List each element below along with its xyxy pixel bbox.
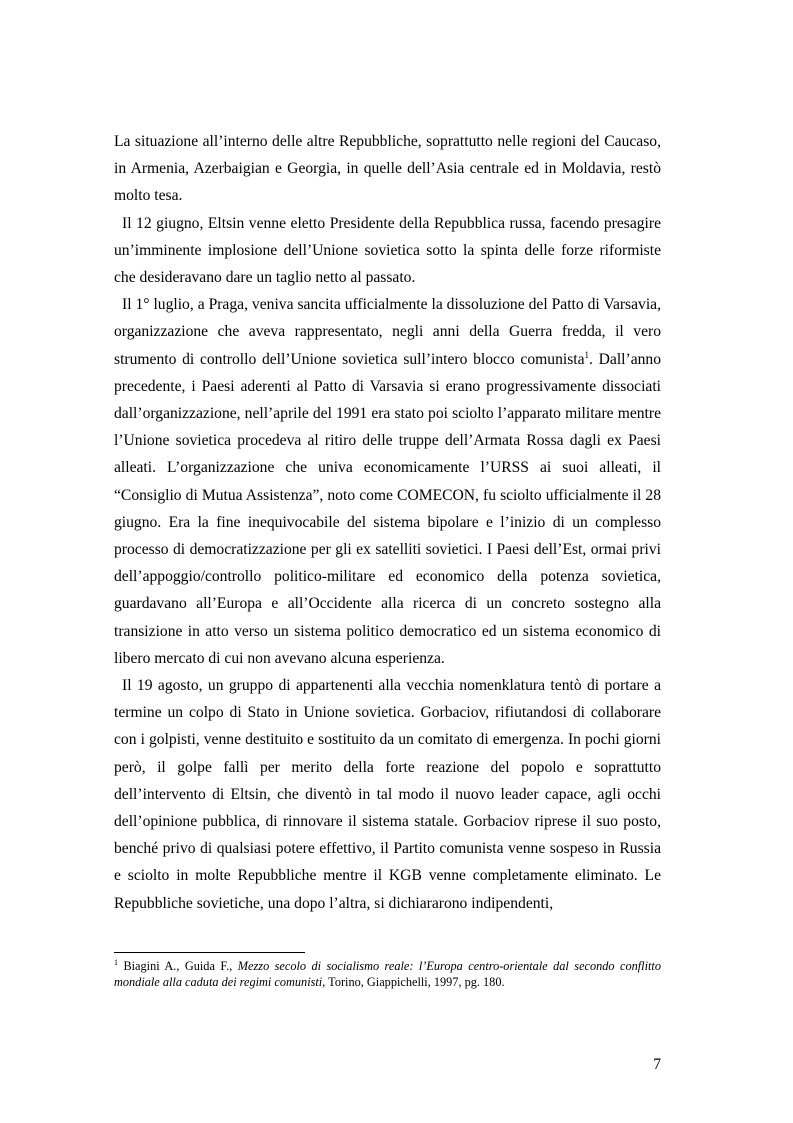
- footnote-reference[interactable]: 1: [584, 349, 590, 360]
- footnote-number: 1: [114, 957, 118, 967]
- footnote-authors: Biagini A., Guida F.,: [123, 959, 238, 973]
- paragraph-2: Il 12 giugno, Eltsin venne eletto Presidente della Repubblica russa, facendo presagire un’imminente implosione dell’Unione sovietica sotto la spinta delle forze riformiste che desideravano dare un taglio netto al passato.: [114, 214, 661, 287]
- footnote-title: Mezzo secolo di socialismo reale: l’Europa centro-orientale dal secondo conflitto mondiale alla caduta dei regimi comunisti: [114, 959, 661, 989]
- paragraph-3-text-before-note: Il 1° luglio, a Praga, veniva sancita ufficialmente la dissoluzione del Patto di Varsavia, organizzazione che aveva rappresentato, negli anni della Guerra fredda, il vero strumento di controllo dell’Unione sovietica sull’intero blocco comunista: [114, 296, 661, 368]
- paragraph-4: Il 19 agosto, un gruppo di appartenenti alla vecchia nomenklatura tentò di portare a termine un colpo di Stato in Unione sovietica. Gorbaciov, rifiutandosi di collaborare con i golpisti, venne destituito e sostituito da un comitato di emergenza. In pochi giorni però, il golpe fallì per merito della forte reazione del popolo e soprattutto dell’intervento di Eltsin, che diventò in tal modo il nuovo leader capace, agli occhi dell’opinione pubblica, di rinnovare il sistema statale. Gorbaciov riprese il suo posto, benché privo di qualsiasi potere effettivo, il Partito comunista venne sospeso in Russia e sciolto in molte Repubbliche mentre il KGB venne completamente eliminato. Le Repubbliche sovietiche, una dopo l’altra, si dichiararono indipendenti,: [114, 677, 661, 912]
- paragraph-3-text-after-note: . Dall’anno precedente, i Paesi aderenti al Patto di Varsavia si erano progressivamente dissociati dall’organizzazione, nell’aprile del 1991 era stato poi sciolto l’apparato militare mentre l’Unione sovietica procedeva al ritiro delle truppe dell’Armata Rossa dagli ex Paesi alleati. L’organizzazione che univa economicamente l’URSS ai suoi alleati, il “Consiglio di Mutua Assistenza”, noto come COMECON, fu sciolto ufficialmente il 28 giugno. Era la fine inequivocabile del sistema bipolare e l’inizio di un complesso processo di democratizzazione per gli ex satelliti sovietici. I Paesi dell’Est, ormai privi dell’appoggio/controllo politico-militare ed economico della potenza sovietica, guardavano all’Europa e all’Occidente alla ricerca di un concreto sostegno alla transizione in atto verso un sistema politico democratico ed un sistema economico di libero mercato di cui non avevano alcuna esperienza.: [114, 350, 662, 667]
- paragraph-3: [114, 291, 661, 672]
- footnote-publication: , Torino, Giappichelli, 1997, pg. 180.: [322, 974, 505, 989]
- paragraph-1: La situazione all’interno delle altre Repubbliche, soprattutto nelle regioni del Caucaso, in Armenia, Azerbaigian e Georgia, in quelle dell’Asia centrale ed in Moldavia, restò molto tesa.: [114, 133, 661, 205]
- footnote-separator: [114, 952, 305, 953]
- page-number: 7: [653, 1056, 661, 1073]
- body-text: [114, 128, 661, 917]
- footnote: [114, 959, 661, 990]
